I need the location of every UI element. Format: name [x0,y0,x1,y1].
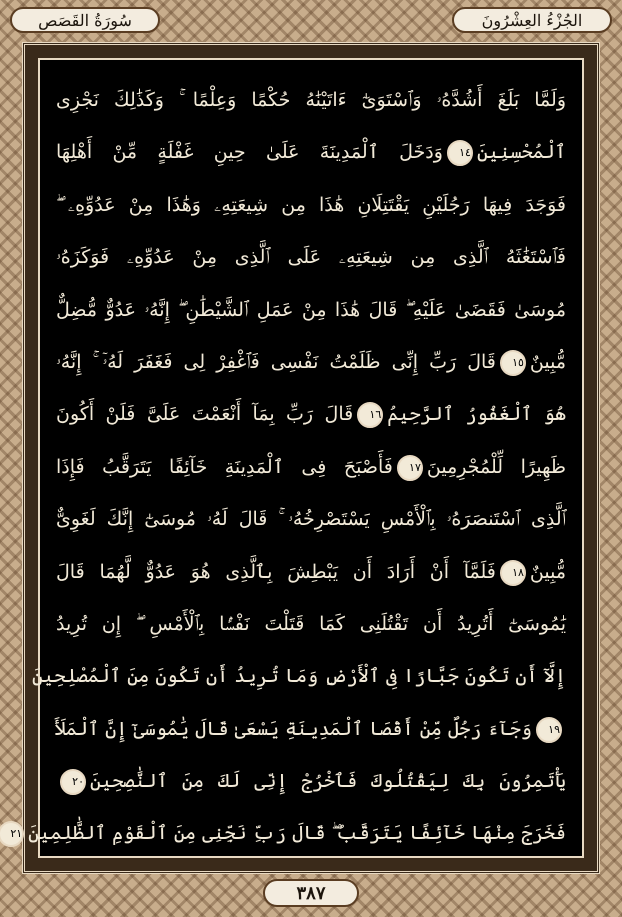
verse-line-7: هُوَ ٱلْغَفُورُ ٱلرَّحِيمُ١٦قَالَ رَبِّ بِمَآ أَنْعَمْتَ عَلَىَّ فَلَنْ أَكُونَ [56,388,566,440]
verse-line-9: ٱلَّذِى ٱسْتَنصَرَهُۥ بِٱلْأَمْسِ يَسْتَصْرِخُهُۥ ۚ قَالَ لَهُۥ مُوسَىٰٓ إِنَّكَ لَغَوِىٌّ [56,508,566,531]
ayah-marker-14: ١٤ [447,140,473,166]
juz-name-cartouche [452,7,612,33]
verse-line-15: فَخَرَجَ مِنْهَا خَآئِفًا يَتَرَقَّبُ ۖ قَالَ رَبِّ نَجِّنِى مِنَ ٱلْقَوْمِ ٱلظَّٰلِمِينَ٢١ [56,807,566,859]
verse-line-4: فَٱسْتَغَٰثَهُ ٱلَّذِى مِن شِيعَتِهِۦ عَلَى ٱلَّذِى مِنْ عَدُوِّهِۦ فَوَكَزَهُۥ [56,246,566,269]
page-footer [0,876,622,910]
page-number: ٣٨٧ [296,882,326,904]
juz-name: الجُزْءُ العِشْرُونَ [481,10,583,30]
verse-line-11: يَٰمُوسَىٰٓ أَتُرِيدُ أَن تَقْتُلَنِى كَمَا قَتَلْتَ نَفْسًۢا بِٱلْأَمْسِ ۖ إِن تُرِيدُ [56,612,566,635]
page-number-cartouche [263,879,359,907]
page-header [10,4,612,36]
verse-line-3: فَوَجَدَ فِيهَا رَجُلَيْنِ يَقْتَتِلَانِ هَٰذَا مِن شِيعَتِهِۦ وَهَٰذَا مِنْ عَدُوِّهِۦ ۖ [56,193,566,216]
verse-line-5: مُوسَىٰ فَقَضَىٰ عَلَيْهِ ۖ قَالَ هَٰذَا مِنْ عَمَلِ ٱلشَّيْطَٰنِ ۖ إِنَّهُۥ عَدُوٌّ مُّضِلٌّ [56,298,566,321]
verse-line-10: مُّبِينٌ١٨فَلَمَّآ أَنْ أَرَادَ أَن يَبْطِشَ بِٱلَّذِى هُوَ عَدُوٌّ لَّهُمَا قَالَ [56,546,566,598]
ayah-marker-20: ٢٠ [60,769,86,795]
verse-line-14: يَأْتَمِرُونَ بِكَ لِيَقْتُلُوكَ فَٱخْرُجْ إِنِّى لَكَ مِنَ ٱلنَّٰصِحِينَ٢٠ [56,755,566,807]
verse-line-6: مُّبِينٌ١٥قَالَ رَبِّ إِنِّى ظَلَمْتُ نَفْسِى فَٱغْفِرْ لِى فَغَفَرَ لَهُۥٓ ۚ إِنَّهُۥ [56,336,566,388]
ayah-marker-19: ١٩ [536,717,562,743]
quran-text-panel [10,58,584,858]
verse-line-1: وَلَمَّا بَلَغَ أَشُدَّهُۥ وَٱسْتَوَىٰٓ ءَاتَيْنَٰهُ حُكْمًا وَعِلْمًا ۚ وَكَذَٰلِكَ نَجْزِى [56,89,566,111]
ayah-marker-16: ١٦ [357,402,383,428]
ayah-marker-21: ٢١ [0,821,24,847]
surah-name: سُورَةُ القَصَص [38,10,132,30]
verse-line-12: إِلَّآ أَن تَكُونَ جَبَّارًا فِى ٱلْأَرْضِ وَمَا تُرِيدُ أَن تَكُونَ مِنَ ٱلْمُصْلِحِينَ [31,665,566,688]
verse-line-2: ٱلْمُحْسِنِينَ١٤وَدَخَلَ ٱلْمَدِينَةَ عَلَىٰ حِينِ غَفْلَةٍ مِّنْ أَهْلِهَا [56,126,566,178]
ayah-marker-17: ١٧ [397,455,423,481]
verse-line-13: ١٩وَجَآءَ رَجُلٌ مِّنْ أَقْصَا ٱلْمَدِينَةِ يَسْعَىٰ قَالَ يَٰمُوسَىٰٓ إِنَّ ٱلْمَلَأَ [56,703,566,755]
surah-name-cartouche [10,7,160,33]
ornamental-frame [10,42,600,874]
ayah-marker-18: ١٨ [500,560,526,586]
ayah-marker-15: ١٥ [500,350,526,376]
verse-line-8: ظَهِيرًا لِّلْمُجْرِمِينَ١٧فَأَصْبَحَ فِى ٱلْمَدِينَةِ خَآئِفًا يَتَرَقَّبُ فَإِذَا [56,441,566,493]
